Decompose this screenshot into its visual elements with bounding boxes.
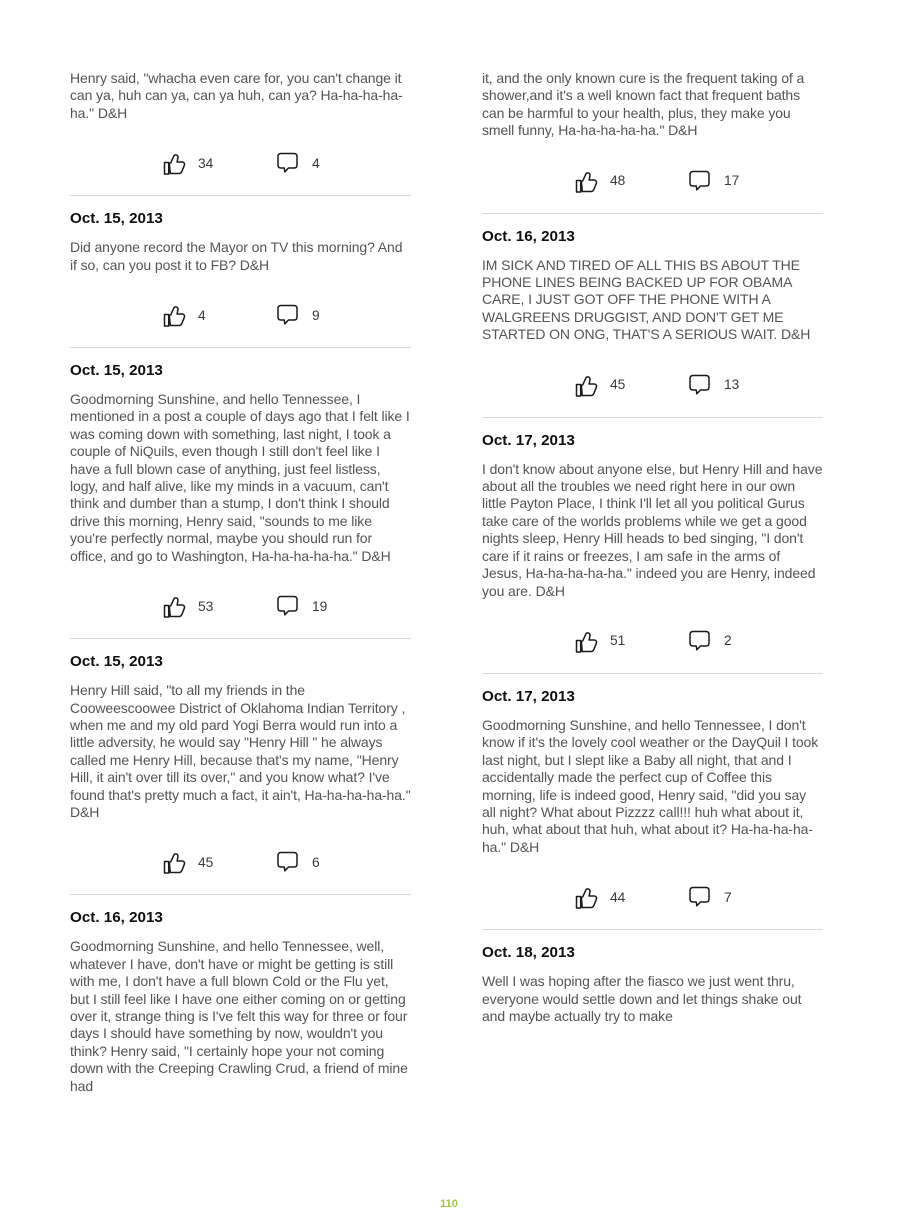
comment-stat (275, 849, 320, 875)
post-stats (162, 299, 411, 331)
post-body: Henry said, "whacha even care for, you can't change it can ya, huh can ya, can ya huh, can ya? Ha-ha-ha-ha-ha." D&H (70, 70, 403, 121)
comment-count: 9 (312, 307, 320, 323)
post-date: Oct. 16, 2013 (482, 227, 575, 245)
post (482, 70, 823, 197)
comment-bubble-icon (687, 168, 712, 194)
post-date: Oct. 17, 2013 (482, 687, 575, 705)
comment-stat (275, 150, 320, 176)
like-count: 51 (610, 633, 626, 649)
post (70, 195, 411, 331)
comment-count: 4 (312, 155, 320, 171)
post-stats (574, 369, 823, 401)
thumbs-up-icon (162, 300, 186, 330)
post (70, 70, 411, 179)
post (70, 638, 411, 878)
post-stats (162, 590, 411, 622)
post-body: it, and the only known cure is the frequent taking of a shower,and it's a well known fact that frequent baths can be harmful to your health, plus, they make you smell funny, Ha-ha-ha-ha-ha." D&H (482, 70, 805, 139)
post-body: Goodmorning Sunshine, and hello Tennessee, I don't know if it's the lovely cool weather or the DayQuil I took last night, but I slept like a Baby all night, that and I accidentally made the perfect cup of Coffee this morning, life is indeed good, Henry said, "did you say all night? What about Pizzzz call!!! huh what about it, huh, what about that huh, what about it? Ha-ha-ha-ha-ha." D&H (482, 716, 819, 855)
comment-count: 13 (724, 377, 740, 393)
like-stat (162, 148, 275, 178)
like-count: 4 (198, 307, 206, 323)
post-date: Oct. 15, 2013 (70, 653, 163, 671)
post-body: Goodmorning Sunshine, and hello Tennessee, well, whatever I have, don't have or might be getting is still with me, I don't have a full blown Cold or the Flu yet, but I still feel like I have one either coming on or getting over it, strange thing is I've felt this way for three or four days I should have something by now, wouldn't you think? Henry said, "I certainly hope your not coming down with the Creeping Crawling Crud, a friend of mine had (70, 938, 408, 1094)
comment-stat (275, 302, 320, 328)
post (70, 894, 411, 1095)
page-number: 110 (440, 1198, 458, 1210)
comment-bubble-icon (275, 150, 300, 176)
comment-stat (275, 593, 327, 619)
comment-bubble-icon (275, 849, 300, 875)
post-stats (574, 165, 823, 197)
left-column (70, 70, 411, 1095)
thumbs-up-icon (574, 166, 598, 196)
comment-stat (687, 628, 732, 654)
comment-bubble-icon (687, 884, 712, 910)
comment-bubble-icon (687, 628, 712, 654)
comment-count: 19 (312, 598, 328, 614)
post-stats (574, 625, 823, 657)
post-body: Well I was hoping after the fiasco we just went thru, everyone would settle down and let things shake out and maybe actually try to make (482, 973, 802, 1024)
post-date: Oct. 17, 2013 (482, 431, 575, 449)
like-count: 44 (610, 889, 626, 905)
thumbs-up-icon (574, 370, 598, 400)
like-count: 45 (610, 377, 626, 393)
comment-stat (687, 372, 739, 398)
comment-count: 7 (724, 889, 732, 905)
post-date: Oct. 16, 2013 (70, 909, 163, 927)
post-divider (70, 347, 411, 348)
post-date: Oct. 15, 2013 (70, 362, 163, 380)
post-divider (482, 929, 823, 930)
thumbs-up-icon (162, 148, 186, 178)
post-body: Henry Hill said, "to all my friends in the Cooweescoowee District of Oklahoma Indian Territory , when me and my old pard Yogi Berra would run into a little adversity, he would say "Henry Hill " he always called me Henry Hill, because that's my name, "Henry Hill, it ain't over till its over," and you know what? I've found that's pretty much a fact, it ain't, Ha-ha-ha-ha-ha." D&H (70, 682, 411, 820)
like-stat (162, 591, 275, 621)
thumbs-up-icon (162, 847, 186, 877)
thumbs-up-icon (162, 591, 186, 621)
post-divider (482, 417, 823, 418)
post (70, 347, 411, 622)
post-body: IM SICK AND TIRED OF ALL THIS BS ABOUT THE PHONE LINES BEING BACKED UP FOR OBAMA CARE, I JUST GOT OFF THE PHONE WITH A WALGREENS DRUGGIST, AND DON'T GET ME STARTED ON ONG, THAT'S A SERIOUS WAIT. D&H (482, 256, 811, 343)
comment-stat (687, 168, 739, 194)
like-stat (574, 166, 687, 196)
like-stat (162, 300, 275, 330)
post (482, 213, 823, 401)
post-divider (70, 195, 411, 196)
post-date: Oct. 18, 2013 (482, 944, 575, 962)
post-body: Did anyone record the Mayor on TV this morning? And if so, can you post it to FB? D&H (70, 239, 403, 273)
post-stats (574, 881, 823, 913)
like-stat (574, 626, 687, 656)
like-count: 53 (198, 598, 214, 614)
post-body: Goodmorning Sunshine, and hello Tennessee, I mentioned in a post a couple of days ago that I felt like I was coming down with something, last night, I took a couple of NiQuils, even though I still don't feel like I have a full blown case of anything, just feel listless, logy, and half alive, like my minds in a vacuum, can't think and dumber than a stump, I don't think I should drive this morning, Henry said, "sounds to me like you're perfectly normal, maybe you should run for office, and go to Washington, Ha-ha-ha-ha-ha." D&H (70, 391, 410, 564)
like-count: 48 (610, 173, 626, 189)
post-divider (70, 638, 411, 639)
post (482, 417, 823, 657)
post-divider (482, 673, 823, 674)
comment-count: 6 (312, 854, 320, 870)
post (482, 673, 823, 913)
comment-bubble-icon (275, 593, 300, 619)
like-count: 34 (198, 155, 214, 171)
thumbs-up-icon (574, 626, 598, 656)
post-stats (162, 846, 411, 878)
comment-count: 17 (724, 173, 740, 189)
comment-bubble-icon (275, 302, 300, 328)
like-count: 45 (198, 854, 214, 870)
post (482, 929, 823, 1025)
comment-bubble-icon (687, 372, 712, 398)
right-column (482, 70, 823, 1025)
like-stat (162, 847, 275, 877)
post-divider (70, 894, 411, 895)
post-body: I don't know about anyone else, but Henry Hill and have about all the troubles we need right here in our own little Payton Place, I think I'll let all you political Gurus take care of the worlds problems while we get a good nights sleep, Henry Hill heads to bed singing, "I don't care if it rains or freezes, I am safe in the arms of Jesus, Ha-ha-ha-ha-ha." indeed you are Henry, indeed you are. D&H (482, 460, 823, 599)
thumbs-up-icon (574, 882, 598, 912)
comment-count: 2 (724, 633, 732, 649)
post-stats (162, 147, 411, 179)
post-divider (482, 213, 823, 214)
comment-stat (687, 884, 732, 910)
post-date: Oct. 15, 2013 (70, 210, 163, 228)
like-stat (574, 370, 687, 400)
like-stat (574, 882, 687, 912)
